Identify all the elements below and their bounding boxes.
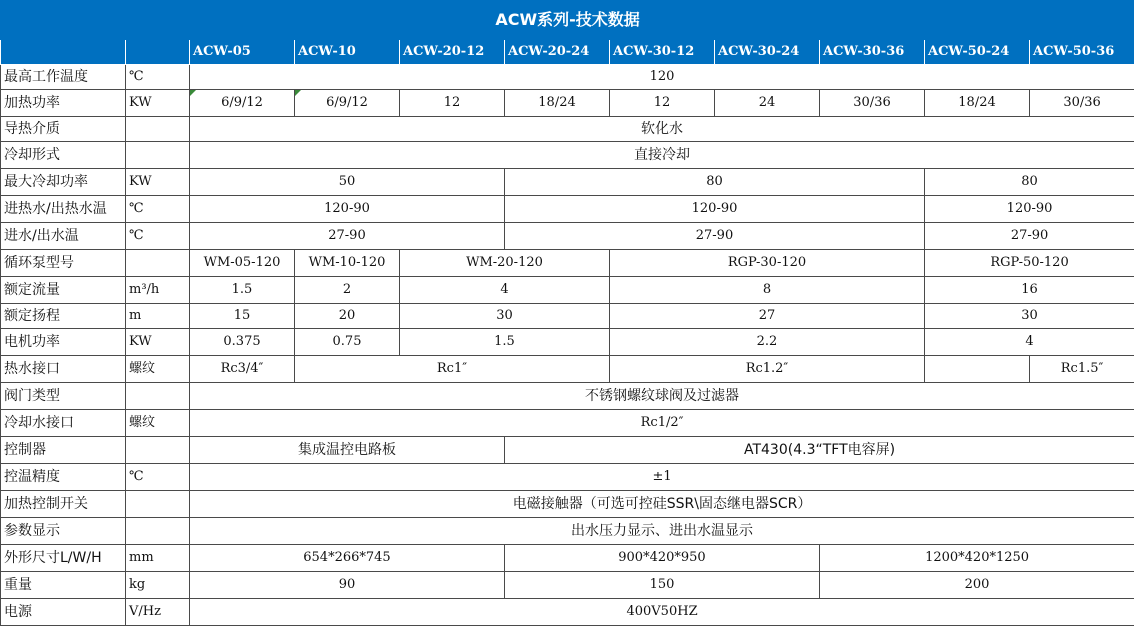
value-cell: WM-05-120 — [190, 250, 295, 277]
value-cell: 18/24 — [925, 90, 1030, 117]
value-cell: 2 — [295, 277, 400, 304]
param-label: 控温精度 — [1, 464, 126, 491]
value-cell: 6/9/12 — [295, 90, 400, 117]
model-header: ACW-30-24 — [715, 40, 820, 65]
value-cell: WM-20-120 — [400, 250, 610, 277]
value-cell: 27-90 — [925, 223, 1134, 250]
table-row — [1, 277, 1134, 304]
param-label: 阀门类型 — [1, 383, 126, 410]
value-cell: 4 — [400, 277, 610, 304]
table-row — [1, 383, 1134, 410]
value-cell: 出水压力显示、进出水温显示 — [190, 518, 1134, 545]
value-cell: 120 — [190, 65, 1134, 90]
value-cell: 15 — [190, 304, 295, 329]
value-cell: 30 — [925, 304, 1134, 329]
value-cell: 120-90 — [505, 196, 925, 223]
unit-label — [126, 117, 190, 142]
value-cell: 16 — [925, 277, 1134, 304]
param-label: 控制器 — [1, 437, 126, 464]
value-cell: 24 — [715, 90, 820, 117]
table-row — [1, 356, 1134, 383]
value-cell: 90 — [190, 572, 505, 599]
value-cell: 不锈钢螺纹球阀及过滤器 — [190, 383, 1134, 410]
param-label: 重量 — [1, 572, 126, 599]
table-row — [1, 437, 1134, 464]
value-cell: 0.75 — [295, 329, 400, 356]
unit-label — [126, 491, 190, 518]
unit-label: V/Hz — [126, 599, 190, 626]
model-header: ACW-05 — [190, 40, 295, 65]
table-row — [1, 518, 1134, 545]
table-row — [1, 464, 1134, 491]
value-cell: 1.5 — [190, 277, 295, 304]
table-row — [1, 90, 1134, 117]
param-label: 加热功率 — [1, 90, 126, 117]
value-cell: Rc1″ — [295, 356, 610, 383]
value-cell: AT430(4.3“TFT电容屏) — [505, 437, 1134, 464]
model-header: ACW-50-24 — [925, 40, 1030, 65]
unit-label — [126, 250, 190, 277]
model-header: ACW-20-24 — [505, 40, 610, 65]
value-cell: 1200*420*1250 — [820, 545, 1134, 572]
value-cell: WM-10-120 — [295, 250, 400, 277]
value-cell: 80 — [925, 169, 1134, 196]
value-cell: 150 — [505, 572, 820, 599]
value-cell: 30 — [400, 304, 610, 329]
table-row — [1, 572, 1134, 599]
value-cell: 120-90 — [190, 196, 505, 223]
header-unit — [126, 40, 190, 65]
value-cell: 80 — [505, 169, 925, 196]
param-label: 电源 — [1, 599, 126, 626]
table-title: ACW系列-技术数据 — [1, 1, 1134, 40]
model-header: ACW-30-12 — [610, 40, 715, 65]
model-header: ACW-30-36 — [820, 40, 925, 65]
unit-label: 螺纹 — [126, 410, 190, 437]
value-cell: RGP-50-120 — [925, 250, 1134, 277]
table-row — [1, 117, 1134, 142]
value-cell: Rc1/2″ — [190, 410, 1134, 437]
unit-label: ℃ — [126, 196, 190, 223]
table-row — [1, 599, 1134, 626]
table-row — [1, 196, 1134, 223]
value-cell: 0.375 — [190, 329, 295, 356]
value-cell: 软化水 — [190, 117, 1134, 142]
value-cell: Rc3/4″ — [190, 356, 295, 383]
table-row — [1, 65, 1134, 90]
param-label: 导热介质 — [1, 117, 126, 142]
value-cell: 4 — [925, 329, 1134, 356]
param-label: 电机功率 — [1, 329, 126, 356]
value-cell: 400V50HZ — [190, 599, 1134, 626]
unit-label — [126, 437, 190, 464]
unit-label — [126, 518, 190, 545]
value-cell: 20 — [295, 304, 400, 329]
value-cell: 27-90 — [190, 223, 505, 250]
model-header: ACW-10 — [295, 40, 400, 65]
unit-label — [126, 383, 190, 410]
header-row — [1, 40, 1134, 65]
param-label: 额定流量 — [1, 277, 126, 304]
value-cell: 30/36 — [820, 90, 925, 117]
value-cell: 27 — [610, 304, 925, 329]
unit-label: KW — [126, 169, 190, 196]
param-label: 最高工作温度 — [1, 65, 126, 90]
value-cell: 120-90 — [925, 196, 1134, 223]
unit-label: KW — [126, 329, 190, 356]
param-label: 额定扬程 — [1, 304, 126, 329]
table-row — [1, 304, 1134, 329]
param-label: 最大冷却功率 — [1, 169, 126, 196]
value-cell: 6/9/12 — [190, 90, 295, 117]
table-row — [1, 250, 1134, 277]
param-label: 进水/出水温 — [1, 223, 126, 250]
param-label: 冷却水接口 — [1, 410, 126, 437]
value-cell: 200 — [820, 572, 1134, 599]
unit-label: ℃ — [126, 464, 190, 491]
unit-label: ℃ — [126, 65, 190, 90]
value-cell: 8 — [610, 277, 925, 304]
value-cell: Rc1.2″ — [610, 356, 925, 383]
unit-label: m — [126, 304, 190, 329]
value-cell: ±1 — [190, 464, 1134, 491]
header-param — [1, 40, 126, 65]
param-label: 外形尺寸L/W/H — [1, 545, 126, 572]
value-cell: 集成温控电路板 — [190, 437, 505, 464]
value-cell: 12 — [400, 90, 505, 117]
value-cell: 电磁接触器（可选可控硅SSR\固态继电器SCR） — [190, 491, 1134, 518]
unit-label: KW — [126, 90, 190, 117]
unit-label: 螺纹 — [126, 356, 190, 383]
param-label: 热水接口 — [1, 356, 126, 383]
table-row — [1, 223, 1134, 250]
value-cell: 27-90 — [505, 223, 925, 250]
param-label: 循环泵型号 — [1, 250, 126, 277]
table-row — [1, 329, 1134, 356]
unit-label: mm — [126, 545, 190, 572]
model-header: ACW-50-36 — [1030, 40, 1134, 65]
value-cell: RGP-30-120 — [610, 250, 925, 277]
unit-label: m³/h — [126, 277, 190, 304]
value-cell: 1.5 — [400, 329, 610, 356]
value-cell: 50 — [190, 169, 505, 196]
param-label: 进热水/出热水温 — [1, 196, 126, 223]
unit-label — [126, 142, 190, 169]
title-row — [1, 1, 1134, 40]
value-cell: 18/24 — [505, 90, 610, 117]
table-row — [1, 410, 1134, 437]
value-cell: 654*266*745 — [190, 545, 505, 572]
table-row — [1, 491, 1134, 518]
unit-label: kg — [126, 572, 190, 599]
param-label: 加热控制开关 — [1, 491, 126, 518]
table-row — [1, 142, 1134, 169]
table-row — [1, 545, 1134, 572]
value-cell: 30/36 — [1030, 90, 1134, 117]
value-cell — [925, 356, 1030, 383]
param-label: 参数显示 — [1, 518, 126, 545]
value-cell: 900*420*950 — [505, 545, 820, 572]
value-cell: Rc1.5″ — [1030, 356, 1134, 383]
model-header: ACW-20-12 — [400, 40, 505, 65]
value-cell: 2.2 — [610, 329, 925, 356]
value-cell: 12 — [610, 90, 715, 117]
value-cell: 直接冷却 — [190, 142, 1134, 169]
table-row — [1, 169, 1134, 196]
param-label: 冷却形式 — [1, 142, 126, 169]
unit-label: ℃ — [126, 223, 190, 250]
